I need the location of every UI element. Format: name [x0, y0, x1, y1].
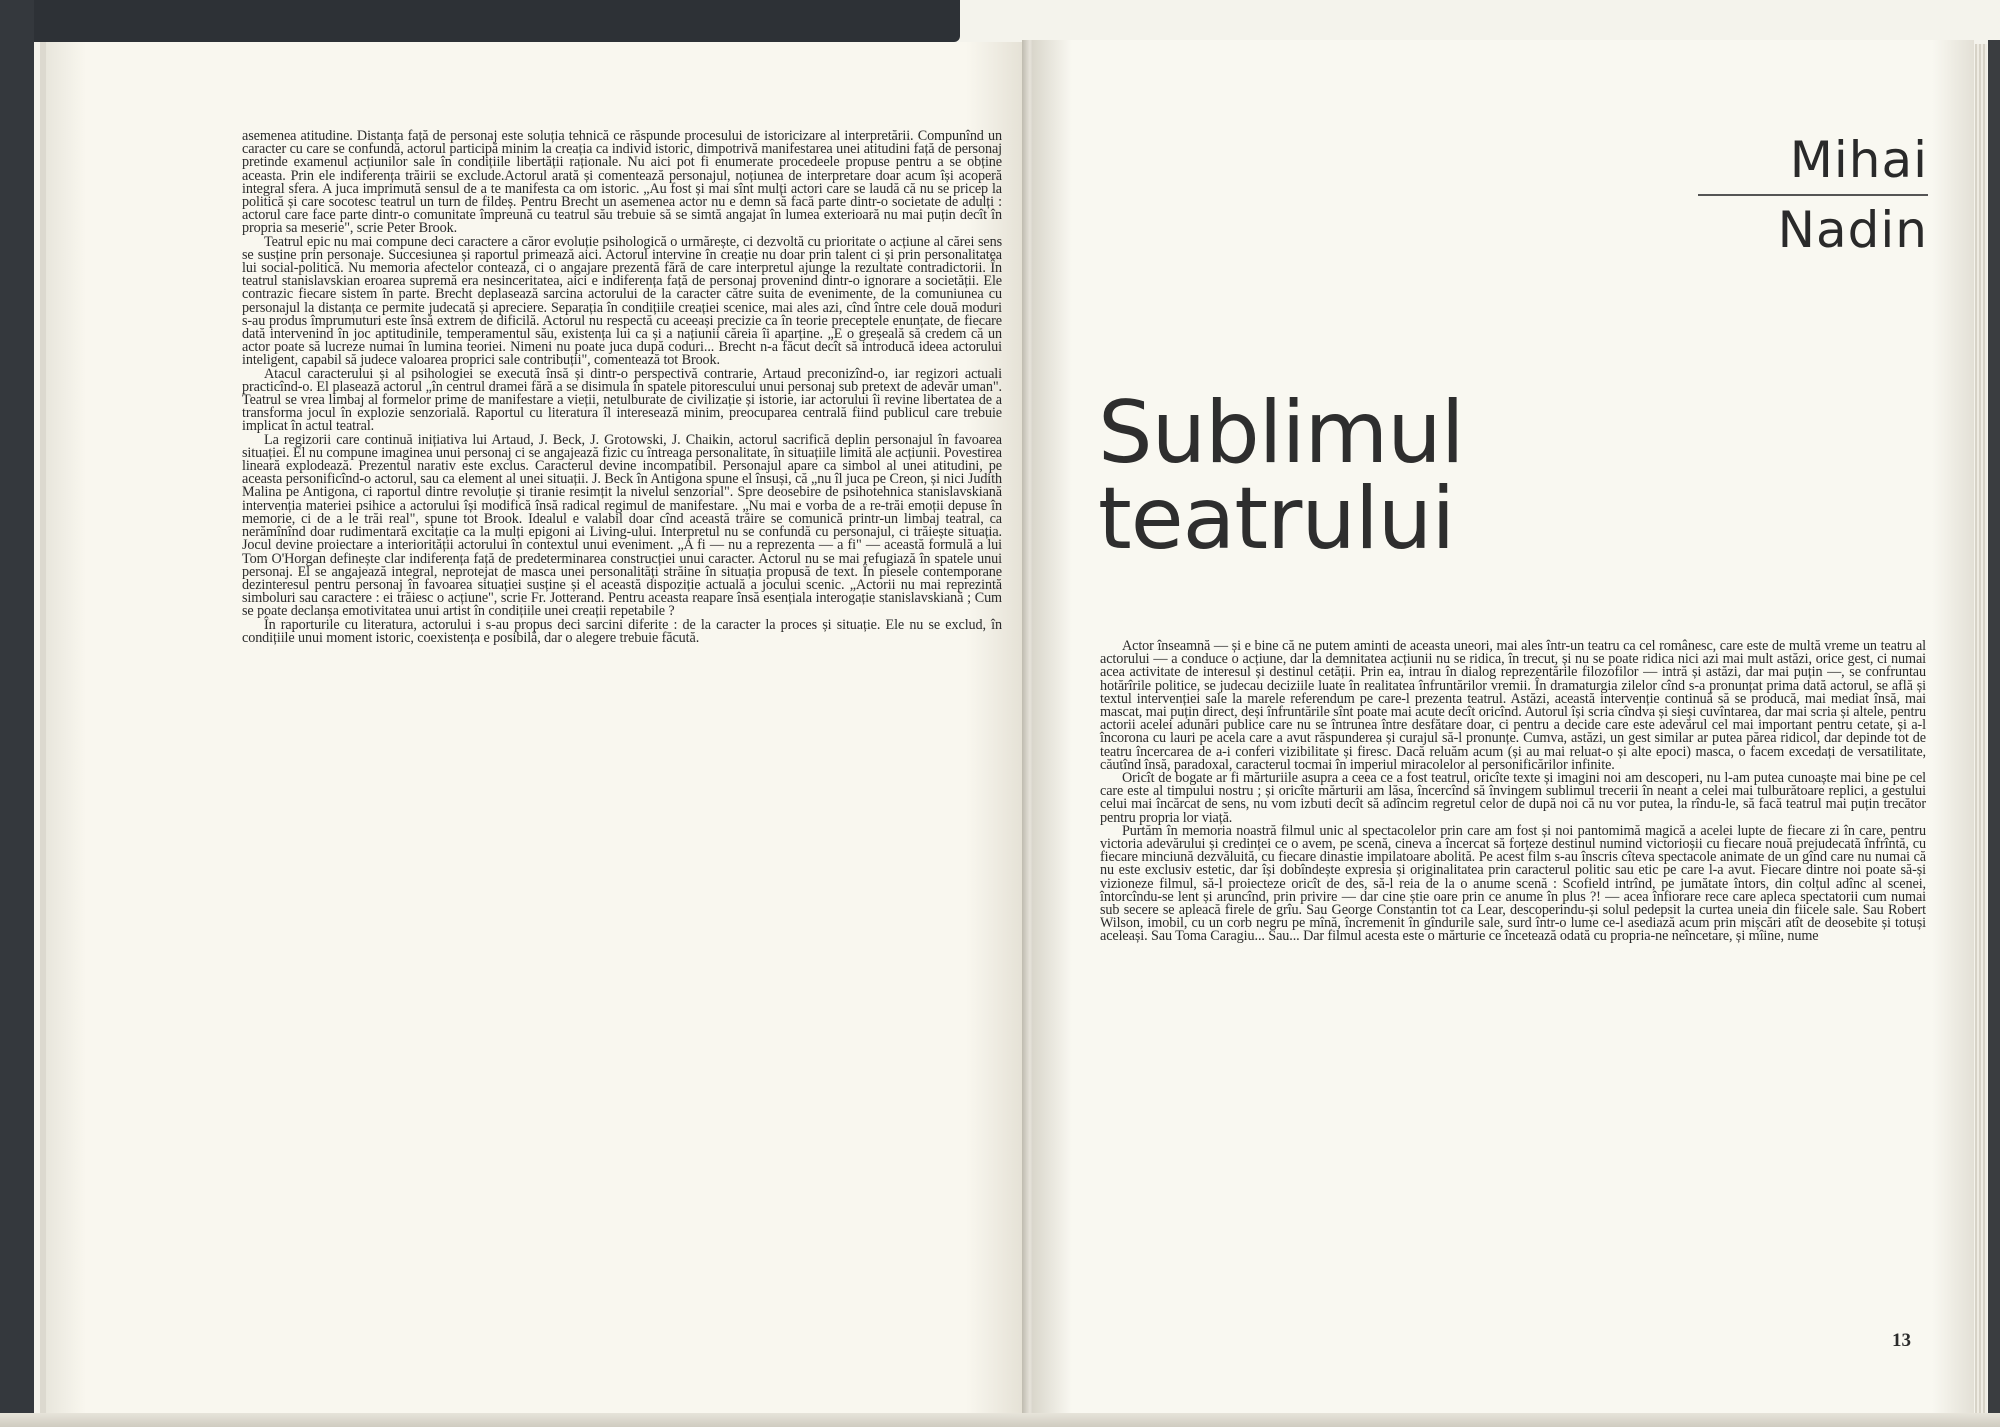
left-paragraph: La regizorii care continuă inițiativa lui Artaud, J. Beck, J. Grotowski, J. Chaikin, actorul sacrifică deplin personajul în favoarea situației. El nu compune imaginea unui personaj ci se angajează fizic cu întreaga personalitate, în situațiile limită ale acțiunii. Povestirea lineară explodează. Prezentul narativ este exclus. Caracterul devine incompatibil. Personajul apare ca simbol al unei atitudini, pe aceasta personificînd-o actorul, sau ca element al unei situații. J. Beck în Antigona spune el însuși, că „nu îl juca pe Creon, și nici Judith Malina pe Antigona, ci raportul dintre revoluție și tiranie resimțit la nivelul senzorial". Spre deosebire de psihotehnica stanislavskiană intervenția materiei psihice a actorului își modifică însă radical regimul de manifestare. „Nu mai e vorba de a re-trăi emoții depuse în memorie, ci de a le trăi real", spune tot Brook. Idealul e valabil doar cînd această trăire se comunică printr-un limbaj teatral, ca nerămînînd doar rudimentară excitație ca la mulți epigoni ai Living-ului. Interpretul nu se confundă cu personajul, ci trăiește situația. Jocul devine proiectare a interiorității actorului în contextul unui eveniment. „A fi — nu a reprezenta — a fi" — această formulă a lui Tom O'Horgan definește clar indiferența față de predeterminarea construcției unui caracter. Actorul nu se mai refugiază în spatele unui personaj. El se angajează integral, neprotejat de masca unei personalități străine în situația propusă de text. În piesele contemporane dezinteresul pentru personaj în favoarea situației susține și el această dispoziție actuală a jocului scenic. „Actorii nu mai reprezintă simboluri sau caractere : ei trăiesc o acțiune", scrie Fr. Jotterand. Pentru aceasta reapare însă esențiala interogație stanislavskiană ; Cum se poate declanșa emotivitatea unui artist în condițiile unei creații repetabile ?	[242, 431, 1002, 620]
bottom-edge-shadow	[0, 1413, 2000, 1427]
right-page	[1032, 40, 1974, 1415]
title-line-2: teatrului	[1098, 469, 1455, 569]
title-line-1: Sublimul	[1098, 383, 1464, 483]
page-edges	[1975, 44, 1987, 1414]
left-paragraph: Atacul caracterului și al psihologiei se execută însă și dintr-o perspectivă contrarie, Artaud preconizînd-o, iar regizori actuali practicînd-o. El plasează actorul „în centrul dramei fără a se disimula în spatele pitorescului unui personaj sub pretext de adevăr uman". Teatrul se vrea limbaj al formelor prime de manifestare a vieții, netulburate de civilizație și istorie, iar actorului îi revine libertatea de a transforma jocul în explozie senzorială. Raportul cu literatura îl interesează minim, preocuparea centrală fiind publicul care trebuie implicat în actul teatral.	[242, 365, 1002, 435]
author-last-name: Nadin	[1777, 201, 1928, 259]
scanner-background-left	[0, 0, 34, 1427]
scanner-background-right	[1988, 40, 2000, 1427]
page-number: 13	[1892, 1330, 1911, 1351]
left-page	[40, 42, 1034, 1414]
author-divider	[1698, 194, 1928, 196]
author-first-name: Mihai	[1789, 131, 1928, 189]
right-paragraph: Purtăm în memoria noastră filmul unic al spectacolelor prin care am fost și noi pantomimă magică a acelei lupte de fiecare zi în care, pentru victoria adevărului și credinței ce o avem, pe scenă, cineva a încercat să forțeze destinul numind victorioșii cu fiecare nouă prejudecată înfrîntă, cu fiecare minciună dezvăluită, cu fiecare dinastie impilatoare abolită. Pe acest film s-au înscris cîteva spectacole animate de un gînd care nu numai că nu este exclusiv estetic, dar își dobîndește expresia și originalitatea prin caracterul politic sau etic pe care l-a avut. Fiecare dintre noi poate să-și vizioneze filmul, să-l proiecteze oricît de des, să-l reia de la o anume scenă : Scofield intrînd, pe jumătate întors, din colțul adînc al scenei, întorcîndu-se lent și aruncînd, prin privire — dar cine știe oare prin ce anume în plus ?! — acea înfiorare rece care apleca spectatorii cum numai sub secere se apleacă firele de grîu. Sau George Constantin tot ca Lear, descoperindu-și solul pedepsit la curtea uneia din fiicele sale. Sau Robert Wilson, imobil, cu un corb negru pe mînă, încremenit în gîndurile sale, surd într-o lume ce-l asediază acum prin mișcări atît de deosebite și totuși aceleași. Sau Toma Caragiu... Sau... Dar filmul acesta este o mărturie ce încetează odată cu propria-ne neîncetare, și mîine, nume	[1100, 822, 1926, 945]
left-paragraph: În raporturile cu literatura, actorului i s-au propus deci sarcini diferite : de la caracter la proces și situație. Ele nu se exclud, în condițiile unui moment istoric, coexistența e posibilă, dar o alegere trebuie făcută.	[242, 616, 1002, 646]
article-title	[1098, 383, 1464, 569]
left-paragraph: asemenea atitudine. Distanța față de personaj este soluția tehnică ce răspunde procesului de istoricizare al interpretării. Compunînd un caracter cu care se confundă, actorul participă minim la creația ca individ istoric, dimpotrivă manifestarea unei atitudini față de personaj pretinde examenul acțiunilor sale în condițiile libertății raționale. Nu aici pot fi enumerate procedeele propuse pentru a se obține aceasta. Prin ele indiferența trăirii se exclude.Actorul arată și comentează personajul, noțiunea de interpretare doar acum își acoperă integral sfera. A juca imprimută sensul de a te manifesta ca om istoric. „Au fost și mai sînt mulți actori care se laudă că nu se pricep la politică și care socotesc teatrul un turn de fildeș. Pentru Brecht un asemenea actor nu e demn să facă parte dintr-o societate de adulți : actorul care face parte dintr-o comunitate împreună cu teatrul său trebuie să se simtă angajat în lumea exterioară nu mai puțin decît în propria sa meserie", scrie Peter Brook.	[242, 128, 1002, 237]
right-paragraph: Oricît de bogate ar fi mărturiile asupra a ceea ce a fost teatrul, oricîte texte și imagini noi am descoperi, nu l-am putea cunoaște mai bine pe cel care este al timpului nostru ; și oricîte mărturii am lăsa, încercînd să învingem sublimul trecerii în neant a celei mai tulburătoare replici, a gestului celui mai încărcat de sens, nu vom izbuti decît să adîncim regretul celor de după noi că nu vor putea, la rîndu-le, să facă teatrul mai puțin trecător pentru propria lor viață.	[1100, 770, 1926, 826]
right-paragraph: Actor înseamnă — și e bine că ne putem aminti de aceasta uneori, mai ales într-un teatru ca cel românesc, care este de multă vreme un teatru al actorului — a conduce o acțiune, dar la demnitatea acțiunii nu se ridica, în trecut, și nu se poate ridica nici azi mai mult astăzi, orice gest, ci numai acea activitate de interesul și destinul cetății. Prin ea, intrau în dialog reprezentările filozofilor — intră și astăzi, dar mai puțin —, se confruntau hotărîrile politice, se judecau deciziile luate în realitatea înfruntărilor vremii. În dramaturgia zilelor cînd s-a pronunțat prima dată actorul, se află și textul intervenției sale la marele referendum pe care-l prezenta teatrul. Astăzi, această intervenție continuă să se producă, mai mediat însă, mai mascat, mai puțin direct, deși înfruntările sînt poate mai acute decît oricînd. Autorul își scria cîndva și sieși cuvîntarea, dar mai scria și altele, pentru actorii acelei adunări publice care nu se întrunea între desfătare doar, ci pentru a decide care este adevărul cel mai important pentru cetate, și a-l încorona cu lauri pe acela care a avut răspunderea și curajul să-l pronunțe. Cumva, astăzi, un gest similar ar putea părea ridicol, dar depinde tot de teatru încercarea de a-i conferi vizibilitate și firesc. Dacă reluăm acum (și au mai reluat-o și alte epoci) masca, o facem excedați de versatilitate, căutînd însă, paradoxal, caracterul tocmai în imperiul miracolelor al personificărilor infinite.	[1100, 638, 1926, 773]
scanner-background-top	[0, 0, 960, 42]
author-name	[1698, 132, 1928, 258]
right-page-body	[1100, 640, 1926, 944]
left-paragraph: Teatrul epic nu mai compune deci caractere a căror evoluție psihologică o urmărește, ci dezvoltă cu prioritate o acțiune al cărei sens se susține prin personaje. Succesiunea și raportul primează aici. Actorul intervine în creație nu doar prin talent ci și prin personalitatea lui social-politică. Nu memoria afectelor contează, ci o angajare prezentă fără de care interpretul ajunge la rezultate contradictorii. În teatrul stanislavskian eroarea supremă era nesinceritatea, aici e indiferența față de personaj provenind dintr-o ignorare a societății. Ele contrazic fiecare sistem în parte. Brecht deplasează sarcina actorului de la caracter către suita de evenimente, de la comuniunea cu personajul la distanța ce permite judecată și apreciere. Separația în condițiile creației scenice, mai ales azi, cînd între cele două moduri s-au produs împrumuturi este însă extrem de dificilă. Actorul nu respectă cu aceeași precizie ca în teorie preceptele enunțate, de fiecare dată intervenind în joc aptitudinile, temperamentul său, existența lui ca și a națiunii căreia îi aparține. „E o greșeală să credem că un actor poate să lucreze numai în lumina teoriei. Nimeni nu poate juca după coduri... Brecht n-a făcut decît să introducă ideea actorului inteligent, capabil să judece valoarea proprici sale contribuții", comentează tot Brook.	[242, 233, 1002, 369]
left-page-body	[242, 130, 1002, 645]
